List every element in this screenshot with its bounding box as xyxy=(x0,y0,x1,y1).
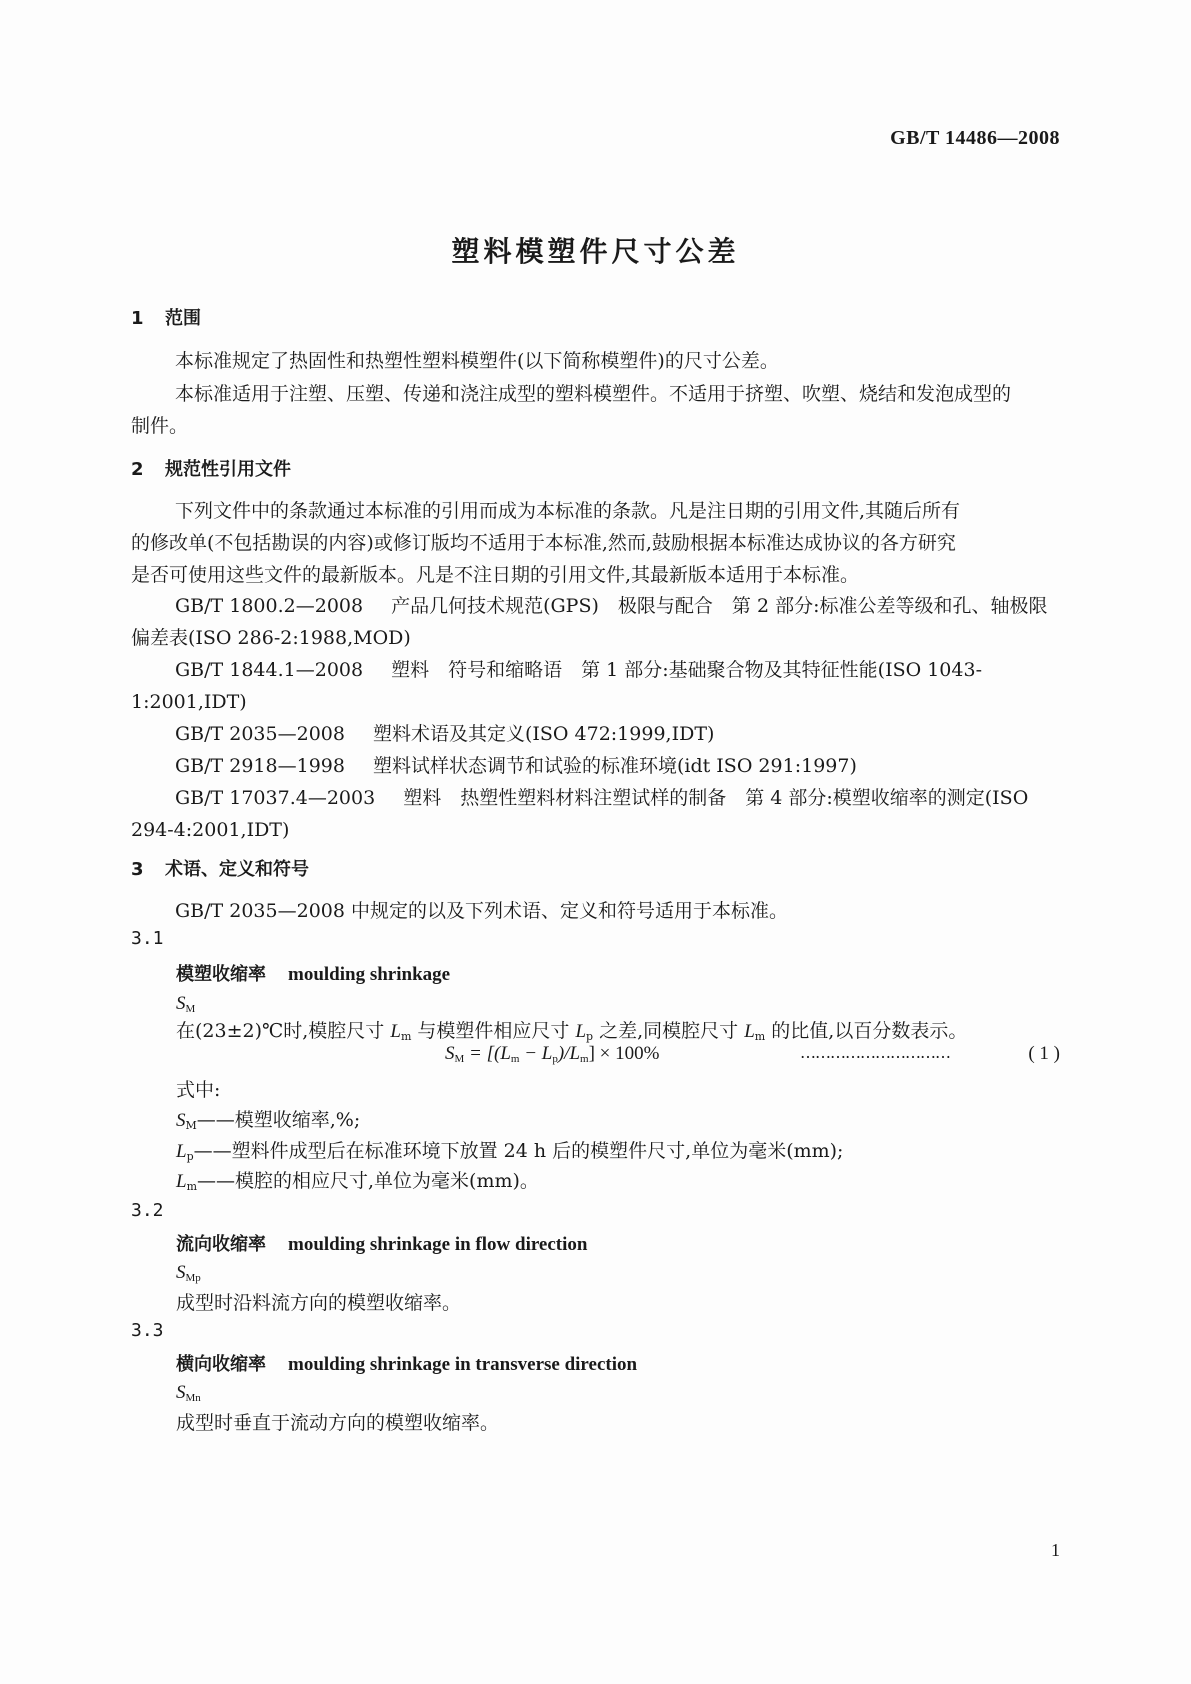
term-symbol: $S_{Mp}$ xyxy=(176,1262,201,1284)
term-zh: 横向收缩率 xyxy=(176,1354,266,1375)
section-title: 术语、定义和符号 xyxy=(165,859,309,880)
term-number: 3.2 xyxy=(131,1200,164,1221)
ref-code: GB/T 17037.4—2003 xyxy=(175,787,376,809)
ref-item xyxy=(131,782,1060,846)
document-title: 塑料模塑件尺寸公差 xyxy=(451,235,740,268)
term-en: moulding shrinkage xyxy=(288,964,451,985)
where-item: $L_p——$塑料件成型后在标准环境下放置 24 h 后的模塑件尺寸,单位为毫米(mm); xyxy=(176,1140,844,1163)
ref-title: 塑料 符号和缩略语 第 1 部分:基础聚合物及其特征性能(ISO 1043-1:2001,IDT) xyxy=(131,659,982,713)
ref-item xyxy=(131,750,1060,782)
ref-code: GB/T 2035—2008 xyxy=(175,723,345,745)
ref-code: GB/T 2918—1998 xyxy=(175,755,345,777)
page-number: 1 xyxy=(1051,1540,1060,1560)
term-definition: 成型时垂直于流动方向的模塑收缩率。 xyxy=(176,1412,500,1434)
formula-dots: ………………………… xyxy=(800,1043,950,1062)
ref-title: 塑料术语及其定义(ISO 472:1999,IDT) xyxy=(372,723,715,745)
section-3-heading xyxy=(131,855,309,881)
term-heading xyxy=(176,1350,637,1376)
ref-title: 塑料 热塑性塑料材料注塑试样的制备 第 4 部分:模塑收缩率的测定(ISO 294-4:2001,IDT) xyxy=(131,787,1029,841)
term-en: moulding shrinkage in flow direction xyxy=(288,1234,588,1255)
term-number: 3.1 xyxy=(131,928,164,949)
where-item: $L_m——$模腔的相应尺寸,单位为毫米(mm)。 xyxy=(176,1170,539,1193)
term-en: moulding shrinkage in transverse direction xyxy=(288,1354,638,1375)
section-number: 3 xyxy=(131,859,144,880)
formula-1: $S_M = [(L_m - L_p)/L_m] \times 100\%$ xyxy=(445,1043,660,1065)
term-symbol: $S_M$ xyxy=(176,993,196,1015)
standard-number: GB/T 14486—2008 xyxy=(890,127,1060,149)
where-item: $S_M——$模塑收缩率,%; xyxy=(176,1109,361,1132)
term-zh: 流向收缩率 xyxy=(176,1234,266,1255)
term-definition: 在(23±2)℃时,模腔尺寸 $L_m$ 与模塑件相应尺寸 $L_p$ 之差,同模腔尺寸 $L_m$ 的比值,以百分数表示。 xyxy=(176,1020,968,1043)
ref-title: 产品几何技术规范(GPS) 极限与配合 第 2 部分:标准公差等级和孔、轴极限偏差表(ISO 286-2:1988,MOD) xyxy=(131,595,1048,649)
sec2-para-line3: 是否可使用这些文件的最新版本。凡是不注日期的引用文件,其最新版本适用于本标准。 xyxy=(131,564,860,586)
term-heading xyxy=(176,1230,587,1256)
formula-number: ( 1 ) xyxy=(1028,1043,1060,1064)
ref-code: GB/T 1844.1—2008 xyxy=(175,659,364,681)
section-1-heading xyxy=(131,304,201,330)
section-number: 1 xyxy=(131,308,144,329)
sec1-para2-line1: 本标准适用于注塑、压塑、传递和浇注成型的塑料模塑件。不适用于挤塑、吹塑、烧结和发泡成型的 xyxy=(175,383,1012,405)
section-number: 2 xyxy=(131,459,144,480)
ref-code: GB/T 1800.2—2008 xyxy=(175,595,364,617)
section-2-heading xyxy=(131,455,291,481)
sec1-para1: 本标准规定了热固性和热塑性塑料模塑件(以下简称模塑件)的尺寸公差。 xyxy=(175,350,779,372)
term-definition: 成型时沿料流方向的模塑收缩率。 xyxy=(176,1292,462,1314)
term-symbol: $S_{Mn}$ xyxy=(176,1382,201,1404)
section-title: 规范性引用文件 xyxy=(165,459,291,480)
term-zh: 模塑收缩率 xyxy=(176,964,266,985)
term-number: 3.3 xyxy=(131,1320,164,1341)
ref-item xyxy=(131,654,1060,718)
sec2-para-line1: 下列文件中的条款通过本标准的引用而成为本标准的条款。凡是注日期的引用文件,其随后所有 xyxy=(175,500,961,522)
section-title: 范围 xyxy=(165,308,201,329)
sec2-para-line2: 的修改单(不包括勘误的内容)或修订版均不适用于本标准,然而,鼓励根据本标准达成协议的各方研究 xyxy=(131,532,956,554)
ref-item xyxy=(131,718,1060,750)
ref-title: 塑料试样状态调节和试验的标准环境(idt ISO 291:1997) xyxy=(372,755,857,777)
sec1-para2-line2: 制件。 xyxy=(131,415,189,437)
sec3-intro: GB/T 2035—2008 中规定的以及下列术语、定义和符号适用于本标准。 xyxy=(175,900,789,922)
term-heading xyxy=(176,960,450,986)
where-label: 式中: xyxy=(176,1079,221,1101)
ref-item xyxy=(131,590,1060,654)
